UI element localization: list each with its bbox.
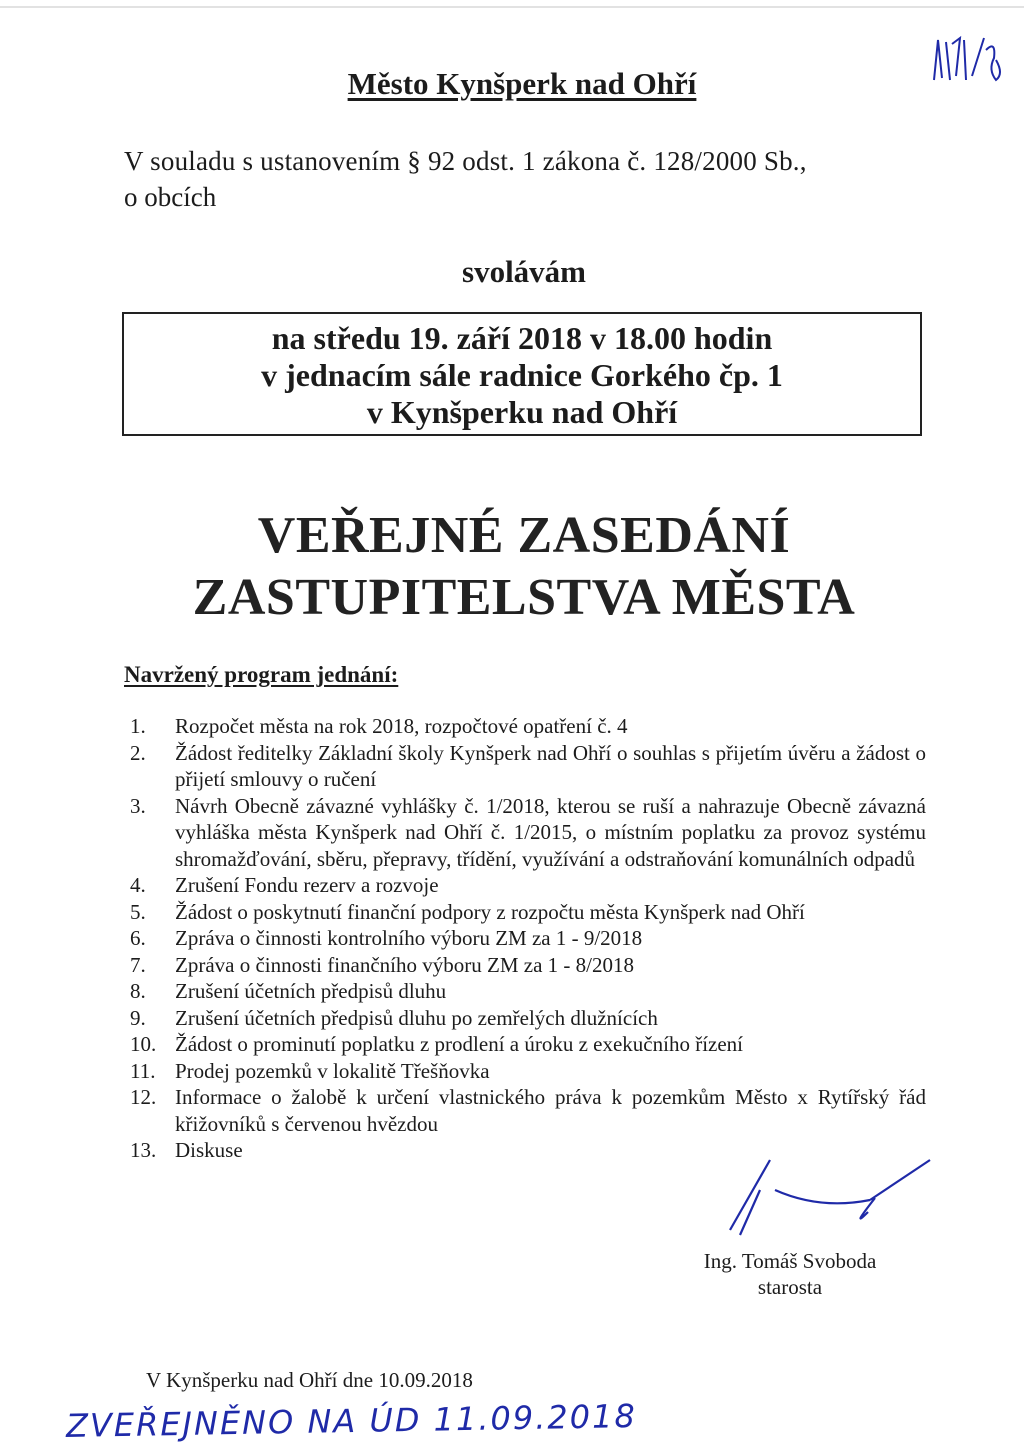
agenda-item — [130, 1005, 926, 1032]
agenda-item-text: Žádost ředitelky Základní školy Kynšperk nad Ohří o souhlas s přijetím úvěru a žádost o přijetí smlouvy o ručení — [175, 740, 926, 791]
agenda-item-text: Diskuse — [175, 1138, 243, 1162]
agenda-item — [130, 1058, 926, 1085]
signer-role: starosta — [757, 1275, 823, 1299]
issue-date-line: V Kynšperku nad Ohří dne 10.09.2018 — [146, 1368, 473, 1392]
agenda-item-text: Zpráva o činnosti kontrolního výboru ZM za 1 - 9/2018 — [175, 926, 643, 950]
agenda-item-text: Zrušení účetních předpisů dluhu po zemřelých dlužnících — [175, 1005, 658, 1030]
agenda-item — [130, 1031, 926, 1058]
agenda-item-number: 9. — [130, 1005, 146, 1030]
legal-basis-line: V souladu s ustanovením § 92 odst. 1 zákona č. 128/2000 Sb., — [124, 146, 807, 176]
document-title — [0, 505, 1024, 629]
agenda-item — [130, 899, 926, 926]
agenda-item — [130, 952, 926, 979]
agenda-item — [130, 713, 926, 740]
agenda-item-text: Žádost o prominutí poplatku z prodlení a úroku z exekučního řízení — [175, 1032, 744, 1056]
agenda-item — [130, 740, 926, 793]
agenda-item-text: Návrh Obecně závazné vyhlášky č. 1/2018, kterou se ruší a nahrazuje Obecně závazná vyhláška města Kynšperk nad Ohří č. 1/2015, o místním poplatku za provoz systému shromažďování, sběru, přepravy, třídění, využívání a odstraňování komunálních odpadů — [175, 793, 926, 871]
scan-edge-line — [0, 6, 1024, 8]
agenda-item-number: 8. — [130, 979, 146, 1003]
meeting-venue: v jednacím sále radnice Gorkého čp. 1 — [261, 357, 783, 393]
agenda-item-number: 11. — [130, 1058, 156, 1083]
agenda-item-number: 1. — [130, 714, 146, 738]
agenda-item-text: Rozpočet města na rok 2018, rozpočtové opatření č. 4 — [175, 714, 628, 738]
signer-block — [690, 1248, 890, 1300]
signer-name: Ing. Tomáš Svoboda — [703, 1249, 877, 1273]
mayor-signature — [700, 1150, 950, 1250]
agenda-item-text: Zrušení Fondu rezerv a rozvoje — [175, 873, 439, 897]
title-line: VEŘEJNÉ ZASEDÁNÍ — [257, 507, 791, 564]
agenda-item-number: 12. — [130, 1085, 157, 1109]
agenda-item-number: 4. — [130, 873, 146, 897]
agenda-item-number: 2. — [130, 740, 146, 765]
convene-word: svolávám — [462, 254, 586, 289]
agenda-item-number: 7. — [130, 952, 146, 977]
agenda-list — [130, 713, 926, 1164]
agenda-item — [130, 793, 926, 873]
agenda-item-number: 3. — [130, 793, 146, 818]
title-line: ZASTUPITELSTVA MĚSTA — [192, 569, 856, 626]
agenda-item-number: 13. — [130, 1138, 157, 1162]
meeting-details-box — [122, 312, 922, 436]
meeting-date: na středu 19. září 2018 v 18.00 hodin — [271, 320, 773, 356]
agenda-item-text: Zrušení účetních předpisů dluhu — [175, 979, 447, 1003]
agenda-item — [130, 872, 926, 899]
agenda-item-number: 10. — [130, 1032, 157, 1056]
agenda-item-number: 6. — [130, 926, 146, 950]
meeting-town: v Kynšperku nad Ohří — [366, 394, 678, 430]
municipality-heading: Město Kynšperk nad Ohří — [347, 66, 697, 101]
agenda-item-number: 5. — [130, 899, 146, 924]
agenda-item-text: Informace o žalobě k určení vlastnického práva k pozemkům Město x Rytířský řád křižovníků s červenou hvězdou — [175, 1085, 926, 1136]
legal-basis — [124, 143, 944, 215]
agenda-item-text: Zpráva o činnosti finančního výboru ZM za 1 - 8/2018 — [175, 952, 634, 977]
agenda-item — [130, 1084, 926, 1137]
agenda-item-text: Žádost o poskytnutí finanční podpory z rozpočtu města Kynšperk nad Ohří — [175, 899, 805, 924]
agenda-heading: Navržený program jednání: — [124, 662, 399, 687]
agenda-item — [130, 925, 926, 952]
legal-basis-line: o obcích — [124, 182, 217, 212]
agenda-item-text: Prodej pozemků v lokalitě Třešňovka — [175, 1058, 490, 1083]
handwritten-publication-note: ZVEŘEJNĚNO NA ÚD 11.09.2018 — [65, 1397, 638, 1445]
agenda-item — [130, 978, 926, 1005]
